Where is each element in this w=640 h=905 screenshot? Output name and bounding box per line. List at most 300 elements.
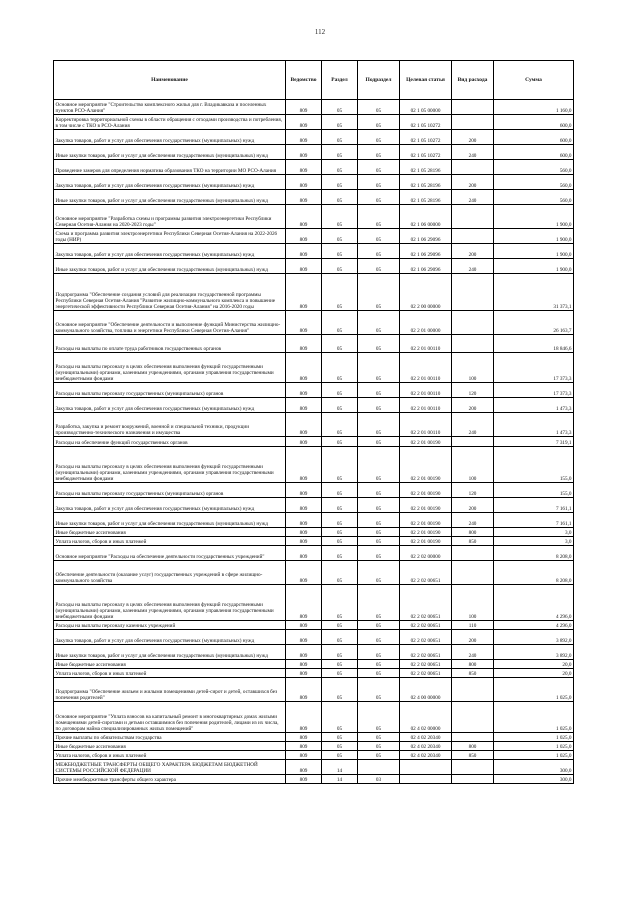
- cell-subsection: 05: [358, 383, 400, 398]
- cell-sum: 4 296,0: [494, 585, 574, 621]
- cell-name: Расходы на выплаты персоналу в целях обеспечения выполнения функций государственными (муниципальными) органами, казенными учреждениями, органами управления государственными внебюджетными фондами: [54, 447, 286, 483]
- cell-subsection: 05: [358, 742, 400, 751]
- cell-kind: 100: [452, 585, 494, 621]
- cell-dept: 809: [286, 130, 322, 145]
- cell-sum: 20,0: [494, 660, 574, 669]
- cell-kind: 800: [452, 528, 494, 537]
- table-row: [54, 437, 574, 447]
- cell-dept: 809: [286, 585, 322, 621]
- cell-dept: 809: [286, 537, 322, 546]
- table-row: [54, 702, 574, 733]
- cell-dept: 809: [286, 645, 322, 660]
- cell-sum: 7 319,1: [494, 437, 574, 447]
- cell-kind: 200: [452, 175, 494, 190]
- cell-name: Основное мероприятие "Строительство комплексного жилья для г. Владикавказа и поселенных пунктов РСО-Алания": [54, 100, 286, 115]
- cell-name: Расходы на выплаты персоналу государственных (муниципальных) органов: [54, 383, 286, 398]
- cell-dept: 809: [286, 335, 322, 353]
- table-row: [54, 175, 574, 190]
- cell-subsection: [358, 760, 400, 775]
- cell-dept: 809: [286, 115, 322, 130]
- cell-target: 02 1 05 10272: [400, 115, 452, 130]
- cell-target: 02 1 06 29096: [400, 259, 452, 274]
- cell-name: Расходы на выплаты персоналу государственных (муниципальных) органов: [54, 483, 286, 498]
- cell-name: Подпрограмма "Обеспечение жильем и жилыми помещениями детей-сирот и детей, оставшихся без попечения родителей": [54, 678, 286, 702]
- cell-kind: [452, 335, 494, 353]
- table-row: [54, 585, 574, 621]
- table-row: [54, 447, 574, 483]
- cell-sum: 1 025,0: [494, 702, 574, 733]
- cell-section: 05: [322, 733, 358, 742]
- cell-sum: 3,0: [494, 537, 574, 546]
- cell-sum: 4 296,0: [494, 621, 574, 630]
- cell-target: 02 2 02 00651: [400, 585, 452, 621]
- table-row: [54, 742, 574, 751]
- table-row: [54, 760, 574, 775]
- cell-section: 05: [322, 383, 358, 398]
- cell-subsection: 05: [358, 335, 400, 353]
- cell-section: 05: [322, 537, 358, 546]
- cell-name: Корректировка территориальной схемы в области обращения с отходами производства и потребления, в том числе с ТКО в РСО-Алания: [54, 115, 286, 130]
- cell-kind: [452, 733, 494, 742]
- cell-subsection: 05: [358, 437, 400, 447]
- cell-section: 05: [322, 229, 358, 244]
- cell-kind: 240: [452, 190, 494, 205]
- cell-dept: 809: [286, 447, 322, 483]
- cell-section: 05: [322, 100, 358, 115]
- cell-dept: 809: [286, 175, 322, 190]
- cell-section: 05: [322, 546, 358, 561]
- cell-section: 05: [322, 115, 358, 130]
- cell-section: 05: [322, 678, 358, 702]
- cell-dept: 809: [286, 630, 322, 645]
- cell-target: 02 2 01 00110: [400, 398, 452, 413]
- cell-name: МЕЖБЮДЖЕТНЫЕ ТРАНСФЕРТЫ ОБЩЕГО ХАРАКТЕРА БЮДЖЕТАМ БЮДЖЕТНОЙ СИСТЕМЫ РОССИЙСКОЙ ФЕДЕРАЦИИ: [54, 760, 286, 775]
- cell-section: 05: [322, 335, 358, 353]
- table-row: [54, 733, 574, 742]
- cell-section: 05: [322, 702, 358, 733]
- cell-name: Иные закупки товаров, работ и услуг для обеспечения государственных (муниципальных) нужд: [54, 145, 286, 160]
- cell-dept: 809: [286, 621, 322, 630]
- cell-name: Прочие выплаты по обязательствам государства: [54, 733, 286, 742]
- cell-section: 05: [322, 244, 358, 259]
- cell-kind: 110: [452, 621, 494, 630]
- table-row: [54, 621, 574, 630]
- cell-target: 02 1 05 00000: [400, 100, 452, 115]
- cell-name: Прочие межбюджетные трансферты общего характера: [54, 775, 286, 784]
- cell-subsection: 05: [358, 585, 400, 621]
- cell-kind: 240: [452, 145, 494, 160]
- table-row: [54, 498, 574, 513]
- cell-sum: 1 900,0: [494, 229, 574, 244]
- cell-target: 02 1 05 10272: [400, 145, 452, 160]
- cell-section: 05: [322, 259, 358, 274]
- cell-sum: 26 163,7: [494, 311, 574, 335]
- cell-name: Уплата налогов, сборов и иных платежей: [54, 537, 286, 546]
- cell-sum: 3 892,0: [494, 630, 574, 645]
- cell-target: 02 2 01 00110: [400, 383, 452, 398]
- cell-subsection: 05: [358, 398, 400, 413]
- cell-name: Иные закупки товаров, работ и услуг для обеспечения государственных (муниципальных) нужд: [54, 190, 286, 205]
- cell-sum: 17 373,3: [494, 383, 574, 398]
- cell-kind: [452, 437, 494, 447]
- cell-name: Иные бюджетные ассигнования: [54, 528, 286, 537]
- cell-sum: 7 161,1: [494, 498, 574, 513]
- cell-subsection: 05: [358, 413, 400, 437]
- cell-kind: 200: [452, 130, 494, 145]
- cell-target: 02 4 02 20340: [400, 733, 452, 742]
- cell-section: 05: [322, 145, 358, 160]
- cell-section: 14: [322, 775, 358, 784]
- header-target: Целевая статья: [400, 61, 452, 100]
- cell-target: 02 2 01 00110: [400, 335, 452, 353]
- cell-name: Иные бюджетные ассигнования: [54, 742, 286, 751]
- cell-kind: [452, 775, 494, 784]
- cell-dept: 809: [286, 678, 322, 702]
- cell-dept: 809: [286, 100, 322, 115]
- cell-target: 02 2 02 00000: [400, 546, 452, 561]
- cell-subsection: 05: [358, 311, 400, 335]
- cell-name: Расходы на обеспечение функций государственных органов: [54, 437, 286, 447]
- cell-name: Закупка товаров, работ и услуг для обеспечения государственных (муниципальных) нужд: [54, 398, 286, 413]
- cell-kind: 100: [452, 447, 494, 483]
- cell-kind: [452, 100, 494, 115]
- table-row: [54, 678, 574, 702]
- cell-subsection: 05: [358, 175, 400, 190]
- cell-dept: 809: [286, 383, 322, 398]
- cell-name: Расходы на выплаты персоналу в целях обеспечения выполнения функций государственными (муниципальными) органами, казенными учреждениями, органами управления государственными внебюджетными фондами: [54, 353, 286, 383]
- table-row: [54, 398, 574, 413]
- cell-subsection: 05: [358, 483, 400, 498]
- cell-name: Закупка товаров, работ и услуг для обеспечения государственных (муниципальных) нужд: [54, 175, 286, 190]
- cell-kind: 240: [452, 645, 494, 660]
- cell-target: [400, 760, 452, 775]
- cell-subsection: 05: [358, 274, 400, 311]
- cell-subsection: 05: [358, 751, 400, 760]
- cell-sum: 17 373,3: [494, 353, 574, 383]
- cell-target: 02 2 02 00651: [400, 561, 452, 585]
- cell-sum: 1 900,0: [494, 259, 574, 274]
- table-row: [54, 751, 574, 760]
- cell-kind: 240: [452, 259, 494, 274]
- cell-subsection: 05: [358, 645, 400, 660]
- page-number: 112: [314, 28, 326, 36]
- cell-dept: 809: [286, 498, 322, 513]
- table-row: [54, 513, 574, 528]
- cell-dept: 809: [286, 669, 322, 678]
- cell-target: 02 2 02 00651: [400, 621, 452, 630]
- cell-subsection: 05: [358, 160, 400, 175]
- cell-target: 02 2 01 00190: [400, 483, 452, 498]
- cell-sum: 31 373,1: [494, 274, 574, 311]
- cell-dept: 809: [286, 742, 322, 751]
- table-row: [54, 115, 574, 130]
- cell-sum: 300,0: [494, 760, 574, 775]
- cell-subsection: 05: [358, 244, 400, 259]
- table-header-row: [54, 61, 574, 100]
- cell-sum: 600,0: [494, 115, 574, 130]
- cell-subsection: 05: [358, 100, 400, 115]
- cell-subsection: 05: [358, 678, 400, 702]
- cell-kind: 850: [452, 751, 494, 760]
- cell-dept: 809: [286, 244, 322, 259]
- cell-name: Основное мероприятие "Расходы на обеспечение деятельности государственных учреждений": [54, 546, 286, 561]
- cell-name: Уплата налогов, сборов и иных платежей: [54, 751, 286, 760]
- cell-dept: 809: [286, 160, 322, 175]
- cell-sum: 560,0: [494, 175, 574, 190]
- cell-subsection: 05: [358, 259, 400, 274]
- cell-target: 02 1 06 29096: [400, 244, 452, 259]
- table-row: [54, 335, 574, 353]
- cell-name: Расходы на выплаты персоналу в целях обеспечения выполнения функций государственными (муниципальными) органами, казенными учреждениями, органами управления государственными внебюджетными фондами: [54, 585, 286, 621]
- cell-target: 02 2 01 00190: [400, 513, 452, 528]
- cell-section: 05: [322, 513, 358, 528]
- cell-section: 05: [322, 660, 358, 669]
- cell-target: 02 2 01 00190: [400, 537, 452, 546]
- cell-target: 02 2 01 00110: [400, 413, 452, 437]
- cell-dept: 809: [286, 733, 322, 742]
- cell-kind: 200: [452, 398, 494, 413]
- cell-section: 05: [322, 483, 358, 498]
- table-row: [54, 160, 574, 175]
- cell-name: Подпрограмма "Обеспечение создания условий для реализации государственной программы Республики Северная Осетия-Алания "Развитие жилищно-коммунального комплекса и повышение энергетической эффективности Республики Северная Осетия-Алания" на 2016-2020 годы: [54, 274, 286, 311]
- cell-section: 05: [322, 621, 358, 630]
- table-row: [54, 205, 574, 229]
- cell-kind: [452, 678, 494, 702]
- cell-sum: 1 900,0: [494, 244, 574, 259]
- cell-kind: 240: [452, 413, 494, 437]
- cell-kind: [452, 311, 494, 335]
- cell-dept: 809: [286, 413, 322, 437]
- cell-sum: 1 025,0: [494, 733, 574, 742]
- cell-dept: 809: [286, 546, 322, 561]
- table-body: [54, 100, 574, 784]
- cell-kind: [452, 561, 494, 585]
- cell-sum: 7 161,1: [494, 513, 574, 528]
- cell-kind: 100: [452, 353, 494, 383]
- cell-target: 02 2 01 00190: [400, 437, 452, 447]
- cell-name: Закупка товаров, работ и услуг для обеспечения государственных (муниципальных) нужд: [54, 498, 286, 513]
- cell-kind: 200: [452, 630, 494, 645]
- cell-subsection: 05: [358, 115, 400, 130]
- cell-sum: 1 160,0: [494, 100, 574, 115]
- cell-name: Проведение замеров для определения норматива образования ТКО на территории МО РСО-Алания: [54, 160, 286, 175]
- cell-kind: 800: [452, 742, 494, 751]
- cell-kind: [452, 702, 494, 733]
- cell-section: 05: [322, 645, 358, 660]
- cell-sum: 600,0: [494, 145, 574, 160]
- cell-subsection: 05: [358, 130, 400, 145]
- cell-dept: 809: [286, 190, 322, 205]
- cell-target: 02 2 02 00651: [400, 645, 452, 660]
- cell-kind: 120: [452, 483, 494, 498]
- cell-subsection: 05: [358, 630, 400, 645]
- cell-subsection: 05: [358, 447, 400, 483]
- cell-name: Иные закупки товаров, работ и услуг для обеспечения государственных (муниципальных) нужд: [54, 259, 286, 274]
- cell-target: 02 2 02 00651: [400, 630, 452, 645]
- cell-target: 02 1 06 00000: [400, 205, 452, 229]
- cell-subsection: 05: [358, 498, 400, 513]
- cell-subsection: 05: [358, 229, 400, 244]
- cell-dept: 809: [286, 353, 322, 383]
- table-row: [54, 413, 574, 437]
- cell-target: 02 2 01 00190: [400, 447, 452, 483]
- cell-target: 02 2 02 00651: [400, 669, 452, 678]
- cell-name: Основное мероприятие "Уплата взносов на капитальный ремонт в многоквартирных домах жилыми помещениями детей-сиротами и детьми оставшимися без попечения родителей, лицами из их числа, по договорам найма специализированных жилых помещений": [54, 702, 286, 733]
- cell-kind: [452, 546, 494, 561]
- cell-dept: 809: [286, 751, 322, 760]
- cell-name: Обеспечение деятельности (оказание услуг) государственных учреждений в сфере жилищно-коммунального хозяйства: [54, 561, 286, 585]
- table-row: [54, 311, 574, 335]
- cell-sum: 560,0: [494, 160, 574, 175]
- cell-target: 02 4 02 20340: [400, 742, 452, 751]
- cell-kind: [452, 274, 494, 311]
- cell-name: Закупка товаров, работ и услуг для обеспечения государственных (муниципальных) нужд: [54, 630, 286, 645]
- cell-section: 05: [322, 630, 358, 645]
- cell-sum: 600,0: [494, 130, 574, 145]
- cell-name: Расходы на выплаты по оплате труда работников государственных органов: [54, 335, 286, 353]
- table-row: [54, 669, 574, 678]
- table-row: [54, 546, 574, 561]
- cell-dept: 809: [286, 513, 322, 528]
- cell-kind: [452, 760, 494, 775]
- cell-name: Основное мероприятие "Разработка схемы и программы развития электроэнергетики Республики Северная Осетия-Алания на 2020-2023 годы": [54, 205, 286, 229]
- cell-section: 05: [322, 528, 358, 537]
- cell-section: 05: [322, 160, 358, 175]
- cell-dept: 809: [286, 561, 322, 585]
- cell-sum: 300,0: [494, 775, 574, 784]
- cell-name: Иные закупки товаров, работ и услуг для обеспечения государственных (муниципальных) нужд: [54, 513, 286, 528]
- cell-subsection: 05: [358, 537, 400, 546]
- table-row: [54, 775, 574, 784]
- cell-kind: 850: [452, 537, 494, 546]
- header-section: Раздел: [322, 61, 358, 100]
- cell-section: 05: [322, 437, 358, 447]
- cell-subsection: 05: [358, 190, 400, 205]
- table-row: [54, 130, 574, 145]
- table-row: [54, 528, 574, 537]
- cell-sum: 8 208,0: [494, 546, 574, 561]
- cell-section: 05: [322, 190, 358, 205]
- cell-section: 05: [322, 585, 358, 621]
- cell-section: 05: [322, 353, 358, 383]
- cell-section: 05: [322, 311, 358, 335]
- cell-sum: 155,0: [494, 483, 574, 498]
- cell-sum: 1 473,3: [494, 413, 574, 437]
- cell-target: 02 1 05 28196: [400, 160, 452, 175]
- cell-dept: 809: [286, 398, 322, 413]
- cell-dept: 809: [286, 205, 322, 229]
- cell-target: 02 4 02 20340: [400, 751, 452, 760]
- cell-kind: [452, 229, 494, 244]
- cell-subsection: 05: [358, 145, 400, 160]
- cell-dept: 809: [286, 145, 322, 160]
- cell-sum: 20,0: [494, 669, 574, 678]
- cell-target: 02 2 01 00110: [400, 353, 452, 383]
- cell-kind: [452, 160, 494, 175]
- cell-dept: 809: [286, 660, 322, 669]
- cell-kind: 800: [452, 660, 494, 669]
- cell-name: Схема и программа развития электроэнергетики Республики Северная Осетия-Алания на 2022-2026 годы (НИР): [54, 229, 286, 244]
- cell-dept: 809: [286, 528, 322, 537]
- header-dept: Ведомство: [286, 61, 322, 100]
- cell-target: 02 2 00 00000: [400, 274, 452, 311]
- cell-sum: 1 025,0: [494, 678, 574, 702]
- cell-section: 05: [322, 175, 358, 190]
- table-row: [54, 645, 574, 660]
- cell-subsection: 05: [358, 513, 400, 528]
- table-row: [54, 259, 574, 274]
- cell-dept: 809: [286, 259, 322, 274]
- cell-target: [400, 775, 452, 784]
- cell-kind: 850: [452, 669, 494, 678]
- cell-name: Уплата налогов, сборов и иных платежей: [54, 669, 286, 678]
- table-row: [54, 353, 574, 383]
- cell-target: 02 2 01 00190: [400, 528, 452, 537]
- cell-target: 02 1 06 29096: [400, 229, 452, 244]
- cell-kind: 120: [452, 383, 494, 398]
- cell-subsection: 03: [358, 775, 400, 784]
- cell-kind: [452, 115, 494, 130]
- cell-subsection: 05: [358, 702, 400, 733]
- cell-subsection: 05: [358, 546, 400, 561]
- cell-section: 05: [322, 742, 358, 751]
- cell-target: 02 1 05 28196: [400, 175, 452, 190]
- cell-section: 05: [322, 561, 358, 585]
- cell-target: 02 2 01 00190: [400, 498, 452, 513]
- table-row: [54, 274, 574, 311]
- cell-name: Иные закупки товаров, работ и услуг для обеспечения государственных (муниципальных) нужд: [54, 645, 286, 660]
- cell-sum: 18 846,6: [494, 335, 574, 353]
- cell-sum: 1 473,3: [494, 398, 574, 413]
- cell-kind: 240: [452, 513, 494, 528]
- cell-subsection: 05: [358, 353, 400, 383]
- cell-name: Расходы на выплаты персоналу казенных учреждений: [54, 621, 286, 630]
- cell-subsection: 05: [358, 660, 400, 669]
- header-subsection: Подраздел: [358, 61, 400, 100]
- cell-dept: 809: [286, 437, 322, 447]
- cell-dept: 809: [286, 483, 322, 498]
- cell-section: 05: [322, 130, 358, 145]
- cell-sum: 8 208,0: [494, 561, 574, 585]
- cell-section: 05: [322, 447, 358, 483]
- table-row: [54, 483, 574, 498]
- cell-section: 14: [322, 760, 358, 775]
- cell-section: 05: [322, 274, 358, 311]
- cell-dept: 809: [286, 702, 322, 733]
- cell-section: 05: [322, 751, 358, 760]
- cell-dept: 809: [286, 760, 322, 775]
- cell-name: Разработка, закупка и ремонт вооружений, военной и специальной техники, продукции производственно-технического назначения и имущества: [54, 413, 286, 437]
- cell-target: 02 4 00 00000: [400, 678, 452, 702]
- budget-table: [53, 60, 574, 784]
- table-row: [54, 145, 574, 160]
- cell-dept: 809: [286, 229, 322, 244]
- cell-name: Закупка товаров, работ и услуг для обеспечения государственных (муниципальных) нужд: [54, 244, 286, 259]
- cell-dept: 809: [286, 311, 322, 335]
- cell-sum: 560,0: [494, 190, 574, 205]
- cell-sum: 3,0: [494, 528, 574, 537]
- cell-subsection: 05: [358, 733, 400, 742]
- cell-subsection: 05: [358, 621, 400, 630]
- cell-section: 05: [322, 669, 358, 678]
- cell-target: 02 1 05 10272: [400, 130, 452, 145]
- table-row: [54, 229, 574, 244]
- cell-target: 02 2 01 00000: [400, 311, 452, 335]
- cell-subsection: 05: [358, 669, 400, 678]
- cell-section: 05: [322, 205, 358, 229]
- cell-target: 02 1 05 28196: [400, 190, 452, 205]
- cell-sum: 1 025,0: [494, 742, 574, 751]
